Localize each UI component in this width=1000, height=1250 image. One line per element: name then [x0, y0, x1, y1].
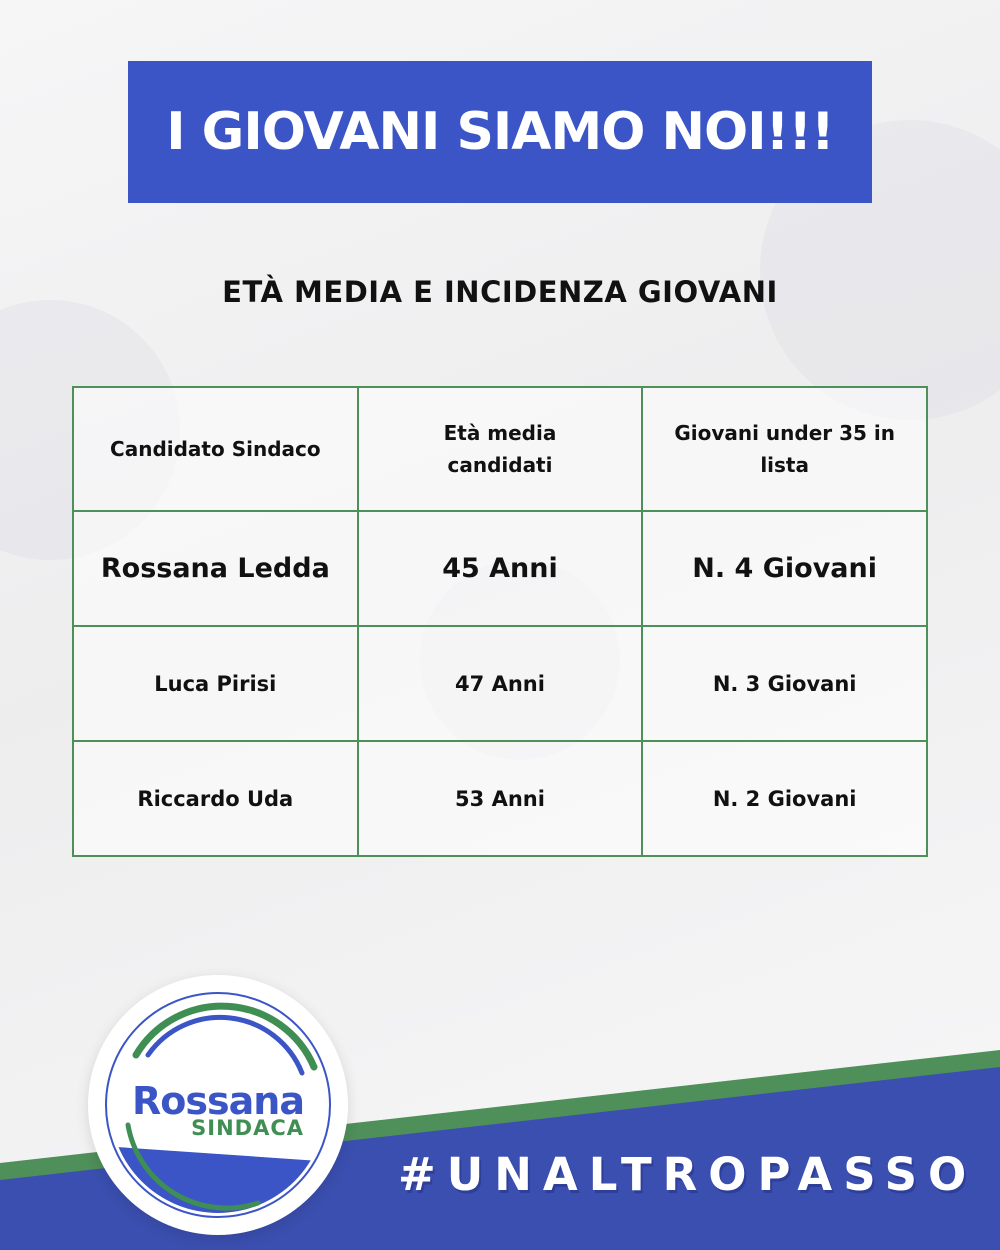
table-cell: Luca Pirisi [73, 626, 358, 741]
candidate-logo [88, 975, 348, 1235]
table-cell: N. 3 Giovani [642, 626, 927, 741]
table-cell: N. 4 Giovani [642, 511, 927, 626]
table-cell: Riccardo Uda [73, 741, 358, 856]
header-cell: Candidato Sindaco [73, 387, 358, 511]
header-cell: Età media candidati [358, 387, 643, 511]
table-cell: 47 Anni [358, 626, 643, 741]
subtitle: ETÀ MEDIA E INCIDENZA GIOVANI [222, 275, 778, 309]
logo-role: SINDACA [191, 1116, 304, 1140]
table-cell: N. 2 Giovani [642, 741, 927, 856]
table-cell: 53 Anni [358, 741, 643, 856]
logo-name: Rossana [132, 1079, 304, 1123]
table-cell: 45 Anni [358, 511, 643, 626]
page-title: I GIOVANI SIAMO NOI!!! [166, 102, 834, 162]
table-cell: Rossana Ledda [73, 511, 358, 626]
header-cell: Giovani under 35 in lista [642, 387, 927, 511]
hashtag: #UNALTROPASSO [398, 1148, 978, 1201]
